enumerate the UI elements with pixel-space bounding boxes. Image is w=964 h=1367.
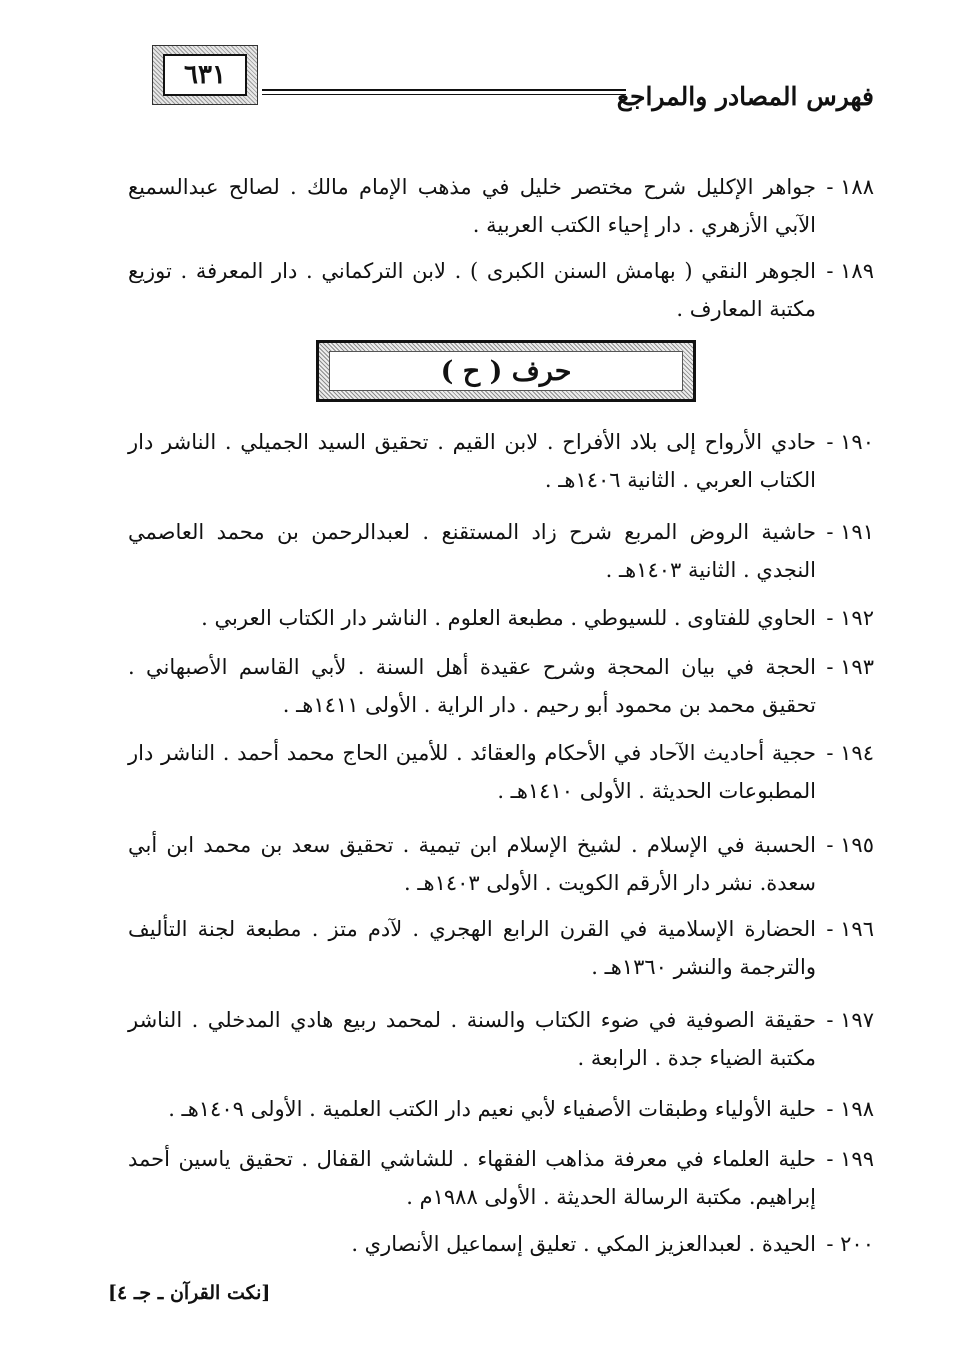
entry-number: ١٩٨ - [826, 1097, 874, 1121]
bibliography-entry [128, 513, 874, 589]
entry-text: حادي الأرواح إلى بلاد الأفراح . لابن القيم . تحقيق السيد الجميلي . الناشر دار الكتاب العربي . الثانية ١٤٠٦هـ . [128, 430, 816, 492]
bibliography-entry [128, 1225, 874, 1263]
footer-note: [نكت القرآن ـ جـ ٤] [108, 1282, 271, 1304]
entry-number: ١٩٤ - [826, 741, 874, 765]
entry-text: الحسبة في الإسلام . لشيخ الإسلام ابن تيمية . تحقيق سعد بن محمد ابن أبي سعدة. نشر دار الأرقم الكويت . الأولى ١٤٠٣هـ . [128, 833, 816, 895]
entry-text: الحجة في بيان المحجة وشرح عقيدة أهل السنة . لأبي القاسم الأصبهاني . تحقيق محمد بن محمود أبو رحيم . دار الراية . الأولى ١٤١١هـ . [128, 655, 816, 717]
bibliography-entry [128, 910, 874, 986]
entry-number: ١٩٦ - [826, 917, 874, 941]
header-rule [262, 89, 626, 91]
entry-number: ١٩٥ - [826, 833, 874, 857]
entry-number: ١٩٢ - [826, 606, 874, 630]
entry-number: ١٩٧ - [826, 1008, 874, 1032]
bibliography-entry [128, 648, 874, 724]
entry-number: ١٩٣ - [826, 655, 874, 679]
entry-number: ١٩١ - [826, 520, 874, 544]
entry-text: الجوهر النقي ( بهامش السنن الكبرى ) . لابن التركماني . دار المعرفة . توزيع مكتبة المعارف . [128, 259, 816, 321]
entry-text: حلية الأولياء وطبقات الأصفياء لأبي نعيم دار الكتب العلمية . الأولى ١٤٠٩هـ . [168, 1097, 816, 1121]
entry-text: الحاوي للفتاوى . للسيوطي . مطبعة العلوم . الناشر دار الكتاب العربي . [201, 606, 816, 630]
header-rule-thin [262, 94, 626, 95]
entry-text: حجية أحاديث الآحاد في الأحكام والعقائد . للأمين الحاج محمد أحمد . الناشر دار المطبوعات الحديثة . الأولى ١٤١٠هـ . [128, 741, 816, 803]
entry-text: الحيدة . لعبدالعزيز المكي . تعليق إسماعيل الأنصاري . [351, 1232, 816, 1256]
bibliography-entry [128, 734, 874, 810]
running-title: فهرس المصادر والمراجع [616, 82, 874, 111]
bibliography-entry [128, 168, 874, 244]
entry-text: جواهر الإكليل شرح مختصر خليل في مذهب الإمام مالك . لصالح عبدالسميع الآبي الأزهري . دار إحياء الكتب العربية . [128, 175, 816, 237]
entry-number: ١٩٠ - [826, 430, 874, 454]
bibliography-entry [128, 1140, 874, 1216]
page-number-box [152, 45, 258, 105]
bibliography-entry [128, 423, 874, 499]
entry-text: حقيقة الصوفية في ضوء الكتاب والسنة . لمحمد ربيع هادي المدخلي . الناشر مكتبة الضياء جدة . الرابعة . [128, 1008, 816, 1070]
page-number: ٦٣١ [163, 54, 247, 96]
entry-number: ١٩٩ - [826, 1147, 874, 1171]
section-title: حرف ( ح ) [329, 351, 683, 391]
section-banner [316, 340, 696, 402]
bibliography-entry [128, 1001, 874, 1077]
entry-text: حلية العلماء في معرفة مذاهب الفقهاء . للشاشي القفال . تحقيق ياسين أحمد إبراهيم. مكتبة الرسالة الحديثة . الأولى ١٩٨٨م . [128, 1147, 816, 1209]
bibliography-entry [128, 826, 874, 902]
entry-number: ١٨٩ - [826, 259, 874, 283]
entry-number: ٢٠٠ - [826, 1232, 874, 1256]
bibliography-entry [128, 1090, 874, 1128]
entry-number: ١٨٨ - [826, 175, 874, 199]
bibliography-entry [128, 599, 874, 637]
entry-text: الحضارة الإسلامية في القرن الرابع الهجري . لآدم متز . مطبعة لجنة التأليف والترجمة والنشر ١٣٦٠هـ . [128, 917, 816, 979]
bibliography-entry [128, 252, 874, 328]
entry-text: حاشية الروض المربع شرح زاد المستقنع . لعبدالرحمن بن محمد العاصمي النجدي . الثانية ١٤٠٣هـ . [128, 520, 816, 582]
